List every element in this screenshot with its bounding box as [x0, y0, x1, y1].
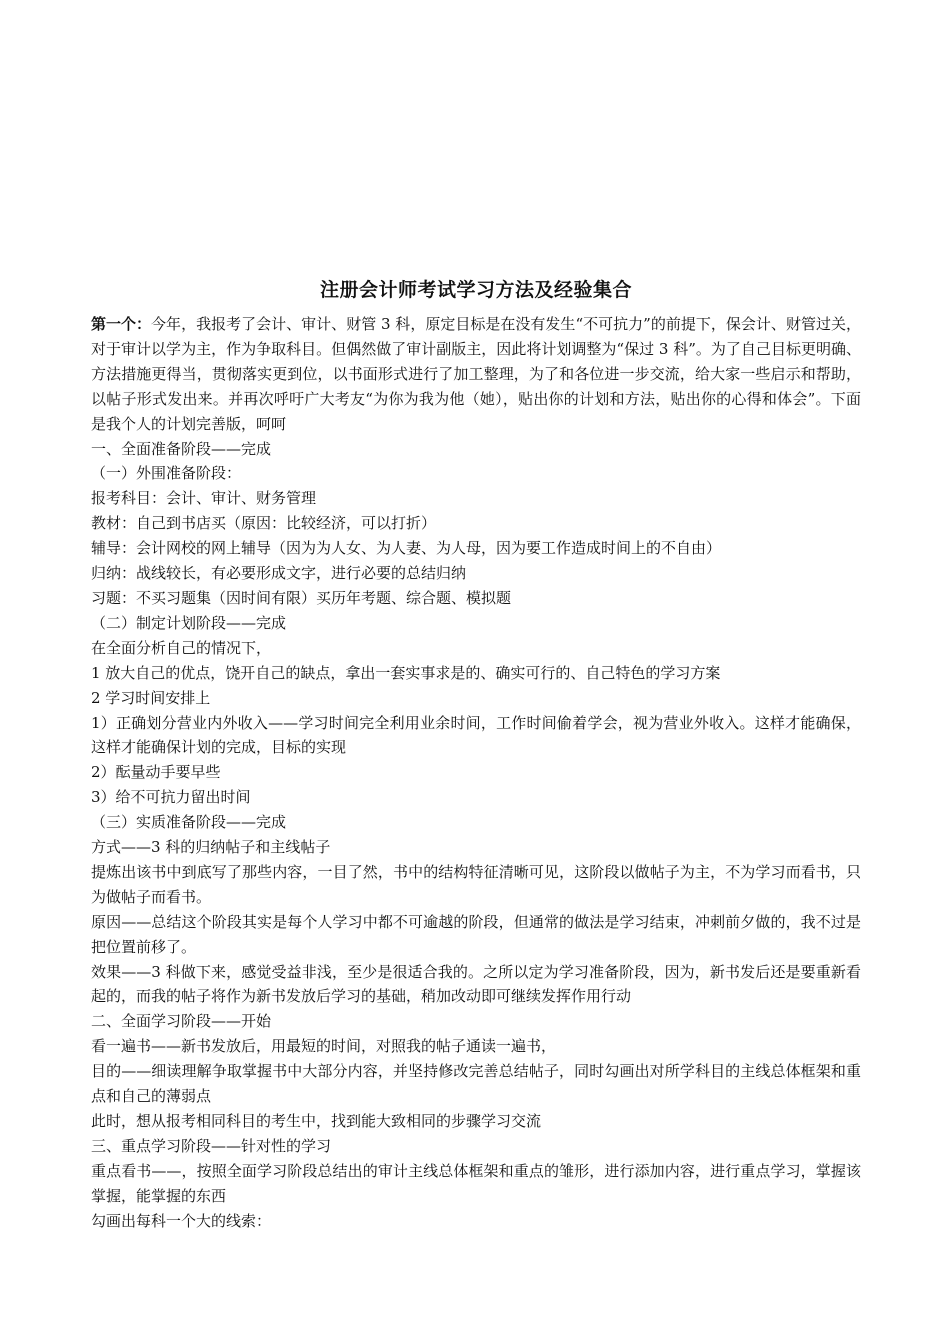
paragraph: 在全面分析自己的情况下， [91, 638, 272, 657]
paragraph: 1 放大自己的优点，饶开自己的缺点，拿出一套实事求是的、确实可行的、自己特色的学习方案 [91, 663, 721, 682]
paragraph: （三）实质准备阶段——完成 [91, 813, 287, 832]
paragraph: 提炼出该书中到底写了那些内容，一目了然，书中的结构特征清晰可见，这阶段以做帖子为主，不为学习而看书，只为做帖子而看书。 [91, 862, 861, 906]
intro-text: 今年，我报考了会计、审计、财管 3 科，原定目标是在没有发生“不可抗力”的前提下，保会计、财管过关，对于审计以学为主，作为争取科目。但偶然做了审计副版主，因此将计划调整为“保过 3 科”。为了自己目标更明确、方法措施更得当，贯彻落实更到位，以书面形式进行了加工整理，为了和各位进一步交流，给大家一些启示和帮助，以帖子形式发出来。并再次呼吁广大考友“为你为我为他（她），贴出你的计划和方法，贴出你的心得和体会”。下面是我个人的计划完善版，呵呵 [91, 315, 861, 433]
intro-paragraph [91, 312, 861, 437]
paragraph: 二、全面学习阶段——开始 [91, 1012, 272, 1031]
document-body [91, 312, 861, 1234]
paragraph: 习题：不买习题集（因时间有限）买历年考题、综合题、模拟题 [91, 588, 512, 607]
paragraph: 1）正确划分营业内外收入——学习时间完全利用业余时间，工作时间偷着学会，视为营业外收入。这样才能确保，这样才能确保计划的完成，目标的实现 [91, 713, 861, 757]
paragraph: 3）给不可抗力留出时间 [91, 788, 251, 807]
paragraph: 报考科目：会计、审计、财务管理 [91, 489, 317, 508]
paragraph: 方式——3 科的归纳帖子和主线帖子 [91, 838, 331, 857]
paragraph: 勾画出每科一个大的线索： [91, 1211, 272, 1230]
paragraph: 效果——3 科做下来，感觉受益非浅，至少是很适合我的。之所以定为学习准备阶段，因为，新书发后还是要重新看起的，而我的帖子将作为新书发放后学习的基础，稍加改动即可继续发挥作用行动 [91, 962, 861, 1006]
paragraph: 2）酝量动手要早些 [91, 763, 221, 782]
paragraph: 此时，想从报考相同科目的考生中，找到能大致相同的步骤学习交流 [91, 1112, 542, 1130]
paragraph: 教材：自己到书店买（原因：比较经济，可以打折） [91, 514, 437, 533]
paragraph: 2 学习时间安排上 [91, 688, 211, 707]
intro-lead: 第一个： [91, 315, 152, 333]
document-title: 注册会计师考试学习方法及经验集合 [319, 279, 632, 301]
paragraph: （一）外围准备阶段： [91, 464, 242, 483]
paragraph: （二）制定计划阶段——完成 [91, 613, 287, 632]
paragraph: 看一遍书——新书发放后，用最短的时间，对照我的帖子通读一遍书， [91, 1037, 557, 1056]
paragraph: 重点看书——，按照全面学习阶段总结出的审计主线总体框架和重点的雏形，进行添加内容，进行重点学习，掌握该掌握，能掌握的东西 [91, 1161, 861, 1205]
paragraph: 归纳：战线较长，有必要形成文字，进行必要的总结归纳 [91, 564, 467, 583]
paragraph: 辅导：会计网校的网上辅导（因为为人女、为人妻、为人母，因为要工作造成时间上的不自由） [91, 539, 722, 558]
paragraph: 原因——总结这个阶段其实是每个人学习中都不可逾越的阶段，但通常的做法是学习结束，冲刺前夕做的，我不过是把位置前移了。 [91, 912, 861, 956]
paragraph: 三、重点学习阶段——针对性的学习 [91, 1136, 332, 1155]
paragraph: 目的——细读理解争取掌握书中大部分内容，并坚持修改完善总结帖子，同时勾画出对所学科目的主线总体框架和重点和自己的薄弱点 [91, 1062, 861, 1106]
document-content [91, 270, 861, 1234]
paragraph: 一、全面准备阶段——完成 [91, 439, 272, 458]
